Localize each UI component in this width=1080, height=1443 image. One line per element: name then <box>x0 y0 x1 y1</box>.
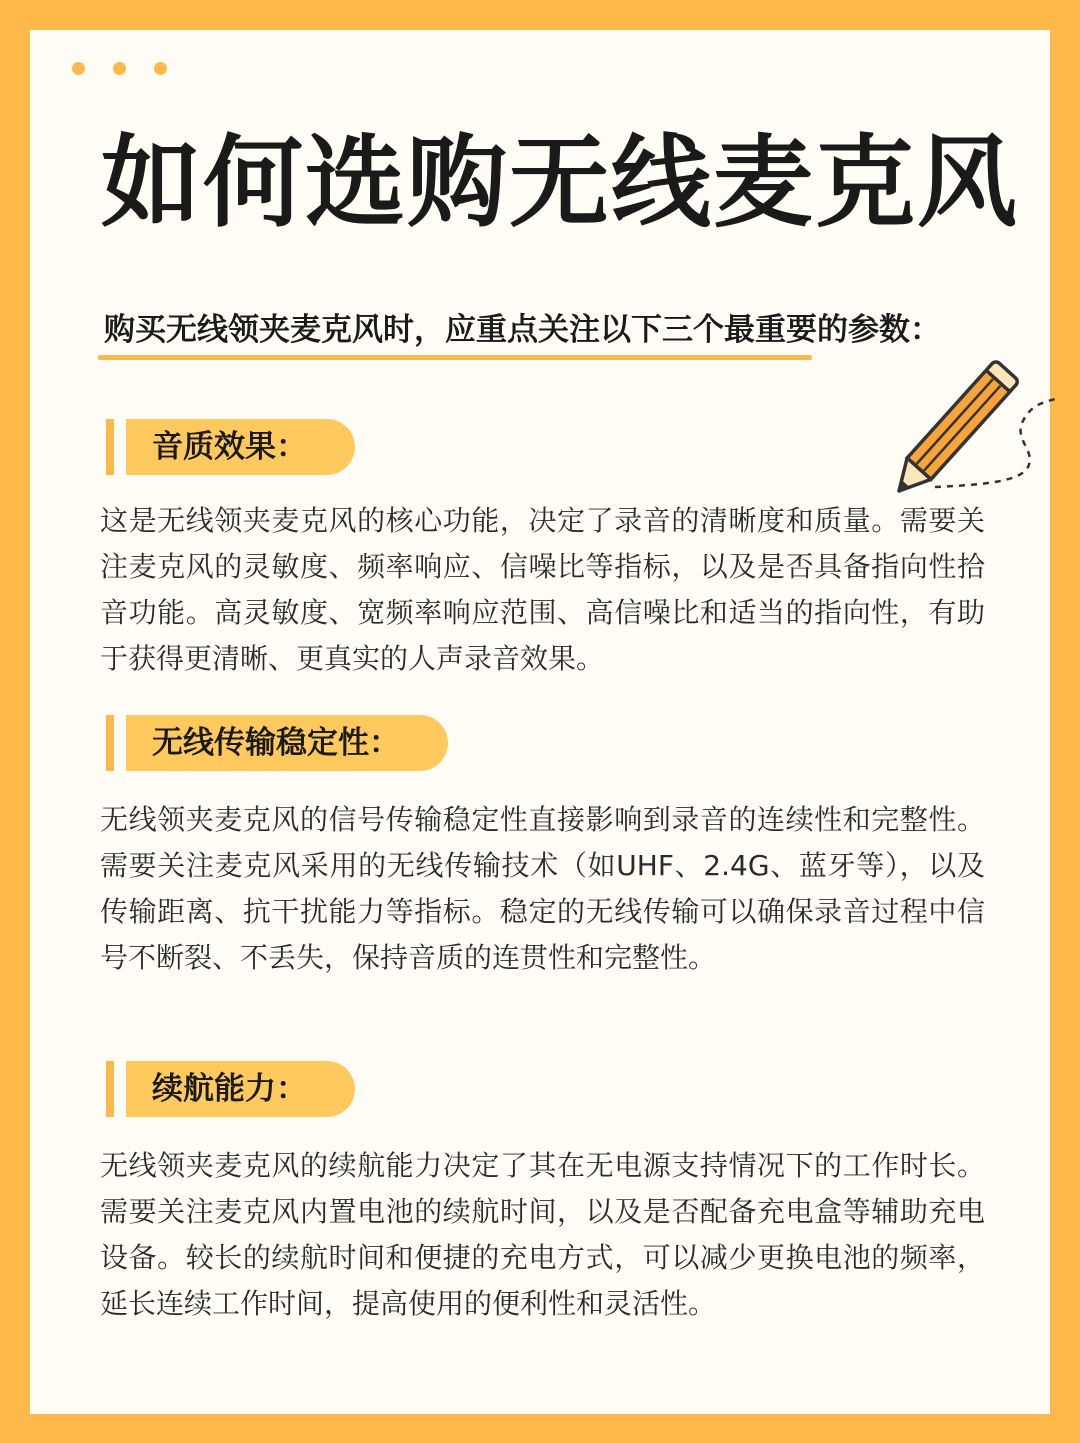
heading-bar <box>106 1061 114 1117</box>
heading-pill: 续航能力： <box>126 1061 355 1117</box>
heading-pill: 音质效果： <box>126 419 355 475</box>
subtitle-underline <box>98 355 812 360</box>
section-body-battery: 无线领夹麦克风的续航能力决定了其在无电源支持情况下的工作时长。需要关注麦克风内置电池的续航时间，以及是否配备充电盒等辅助充电设备。较长的续航时间和便捷的充电方式，可以减少更换电池的频率，延长连续工作时间，提高使用的便利性和灵活性。 <box>100 1149 985 1320</box>
pencil-icon <box>880 355 1055 505</box>
three-dots-icon <box>72 62 167 75</box>
page-title: 如何选购无线麦克风 <box>101 124 1019 241</box>
heading-pill: 无线传输稳定性： <box>126 715 448 771</box>
section-body-audio: 这是无线领夹麦克风的核心功能，决定了录音的清晰度和质量。需要关注麦克风的灵敏度、频率响应、信噪比等指标，以及是否具备指向性拾音功能。高灵敏度、宽频率响应范围、高信噪比和适当的指向性，有助于获得更清晰、更真实的人声录音效果。 <box>100 504 985 675</box>
dot <box>113 62 126 75</box>
heading-bar <box>106 715 114 771</box>
page-subtitle: 购买无线领夹麦克风时，应重点关注以下三个最重要的参数： <box>104 312 941 348</box>
dot <box>72 62 85 75</box>
dot <box>154 62 167 75</box>
heading-bar <box>106 419 114 475</box>
section-body-wireless: 无线领夹麦克风的信号传输稳定性直接影响到录音的连续性和完整性。需要关注麦克风采用的无线传输技术（如UHF、2.4G、蓝牙等），以及传输距离、抗干扰能力等指标。稳定的无线传输可以确保录音过程中信号不断裂、不丢失，保持音质的连贯性和完整性。 <box>100 803 985 974</box>
